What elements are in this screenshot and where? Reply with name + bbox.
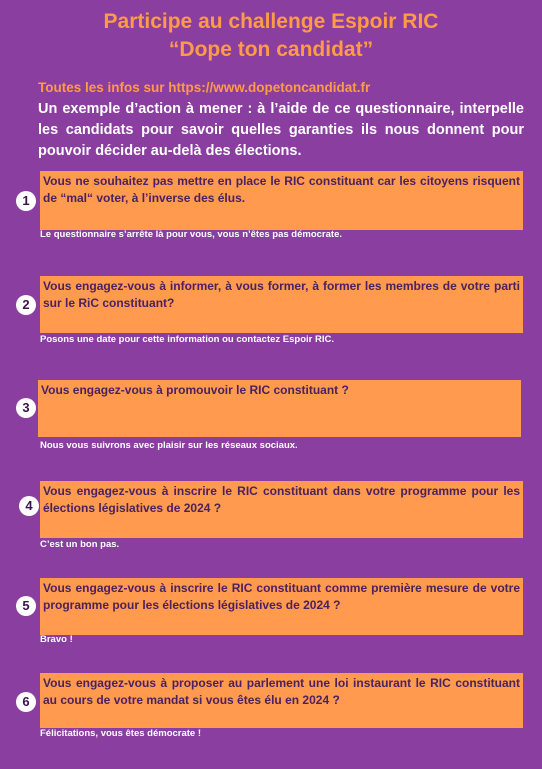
question-number-3: 3 xyxy=(16,398,36,418)
question-number-6: 6 xyxy=(16,692,36,712)
question-box-5: Vous engagez-vous à inscrire le RIC constituant comme première mesure de votre programme pour les élections législatives de 2024 ? xyxy=(40,578,523,635)
title-line-2: “Dope ton candidat” xyxy=(168,38,374,61)
page-title xyxy=(0,8,542,64)
question-box-1: Vous ne souhaitez pas mettre en place le RIC constituant car les citoyens risquent de “mal“ voter, à l’inverse des élus. xyxy=(40,171,523,230)
answer-3: Nous vous suivrons avec plaisir sur les réseaux sociaux. xyxy=(40,440,298,451)
question-box-6: Vous engagez-vous à proposer au parlement une loi instaurant le RIC constituant au cours de votre mandat si vous êtes élu en 2024 ? xyxy=(40,673,523,728)
question-number-5: 5 xyxy=(16,596,36,616)
question-number-1: 1 xyxy=(16,191,36,211)
question-number-2: 2 xyxy=(16,295,36,315)
title-line-1: Participe au challenge Espoir RIC xyxy=(103,10,439,33)
question-box-2: Vous engagez-vous à informer, à vous former, à former les membres de votre parti sur le RiC constituant? xyxy=(40,276,523,333)
answer-1: Le questionnaire s’arrête là pour vous, vous n’êtes pas démocrate. xyxy=(40,229,342,240)
answer-4: C’est un bon pas. xyxy=(40,539,120,550)
answer-2: Posons une date pour cette information ou contactez Espoir RIC. xyxy=(40,334,335,345)
answer-6: Félicitations, vous êtes démocrate ! xyxy=(40,728,202,739)
question-box-4: Vous engagez-vous à inscrire le RIC constituant dans votre programme pour les élections législatives de 2024 ? xyxy=(40,481,523,538)
answer-5: Bravo ! xyxy=(40,634,73,645)
question-box-3: Vous engagez-vous à promouvoir le RIC constituant ? xyxy=(38,380,521,437)
info-link-text[interactable]: Toutes les infos sur https://www.dopetoncandidat.fr xyxy=(38,80,371,95)
intro-paragraph: Un exemple d’action à mener : à l’aide de ce questionnaire, interpelle les candidats pour savoir quelles garanties ils nous donnent pour pouvoir décider au-delà des élections. xyxy=(38,101,524,159)
question-number-4: 4 xyxy=(19,496,39,516)
